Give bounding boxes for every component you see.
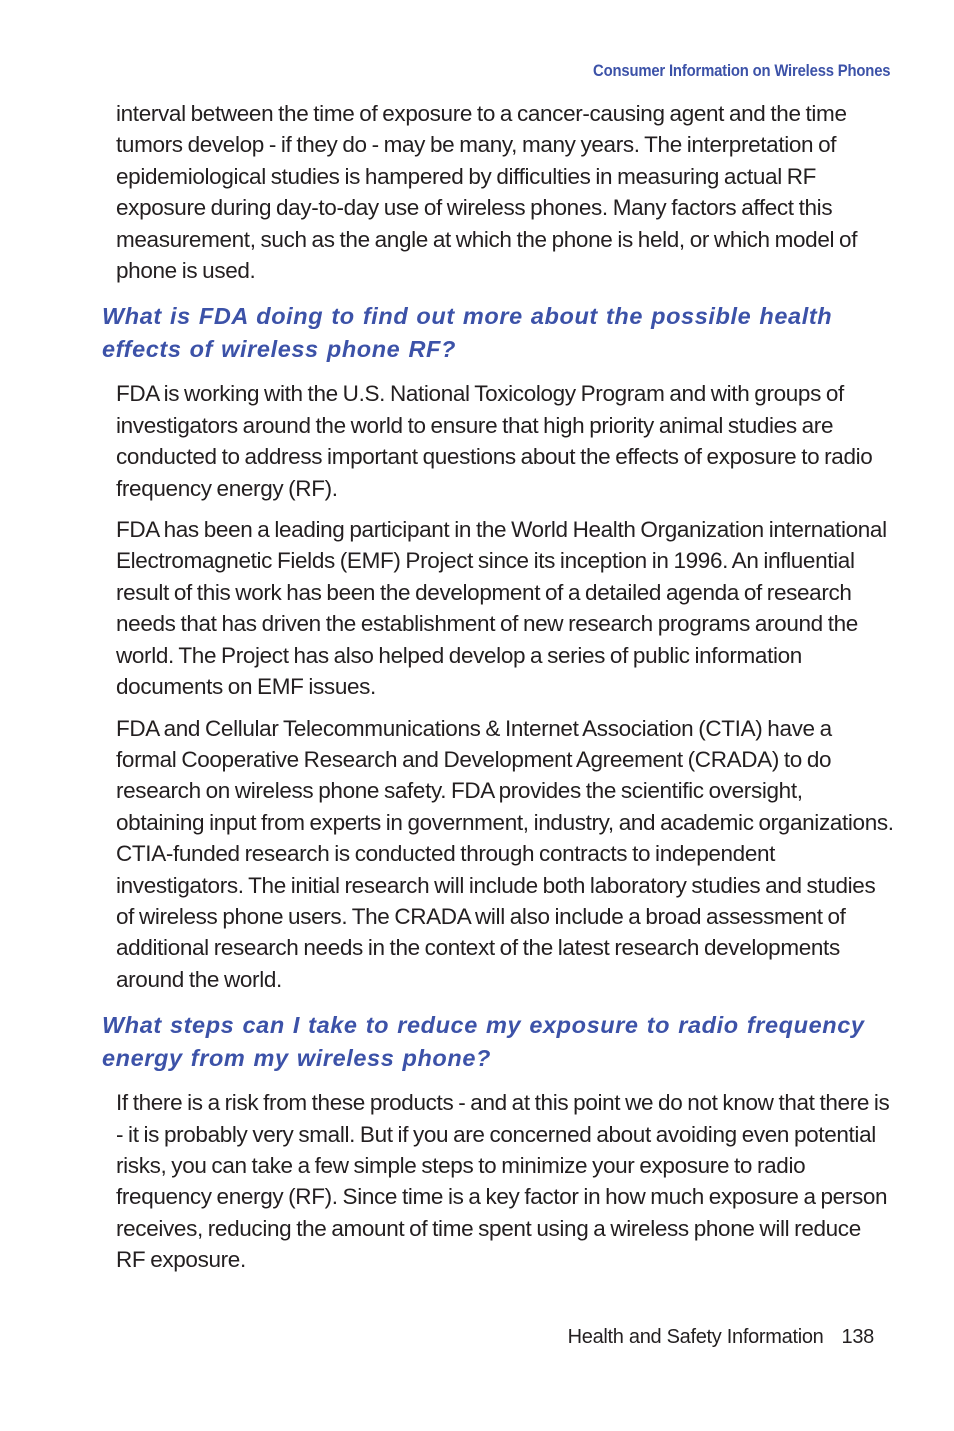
running-header: Consumer Information on Wireless Phones [592, 62, 890, 80]
paragraph-ntp: FDA is working with the U.S. National Toxicology Program and with groups of investigators around the world to ensure that high priority animal studies are conducted to address important questions about the effects of exposure to radio frequency energy (RF). [116, 381, 873, 501]
paragraph-crada: FDA and Cellular Telecommunications & Internet Association (CTIA) have a formal Cooperative Research and Development Agreement (CRADA) to do research on wireless phone safety. FDA provides the scientific oversight, obtaining input from experts in government, industry, and academic organizations. CTIA-funded research is conducted through contracts to independent investigators. The initial research will include both laboratory studies and studies of wireless phone users. The CRADA will also include a broad assessment of additional research needs in the context of the latest research developments around the world. [116, 715, 894, 992]
section-heading-reduce-exposure: What steps can I take to reduce my exposure to radio frequency energy from my wireless phone? [102, 1012, 865, 1072]
paragraph-reduce-exposure: If there is a risk from these products - and at this point we do not know that there is - it is probably very small. But if you are concerned about avoiding even potential risks, you can take a few simple steps to minimize your exposure to radio frequency energy (RF). Since time is a key factor in how much exposure a person receives, reducing the amount of time spent using a wireless phone will reduce RF exposure. [116, 1090, 890, 1273]
page-body [0, 98, 954, 1276]
footer-section-name: Health and Safety Information [567, 1326, 824, 1348]
page-number: 138 [841, 1326, 874, 1348]
page-footer [568, 1326, 874, 1349]
section-heading-fda-research: What is FDA doing to find out more about the possible health effects of wireless phone RF? [102, 303, 833, 363]
paragraph-emf-project: FDA has been a leading participant in the World Health Organization international Electromagnetic Fields (EMF) Project since its inception in 1996. An influential result of this work has been the development of a detailed agenda of research needs that has driven the establishment of new research programs around the world. The Project has also helped develop a series of public information documents on EMF issues. [116, 517, 887, 700]
intro-paragraph: interval between the time of exposure to a cancer-causing agent and the time tumors develop - if they do - may be many, many years. The interpretation of epidemiological studies is hampered by difficulties in measuring actual RF exposure during day-to-day use of wireless phones. Many factors affect this measurement, such as the angle at which the phone is held, or which model of phone is used. [116, 101, 858, 284]
